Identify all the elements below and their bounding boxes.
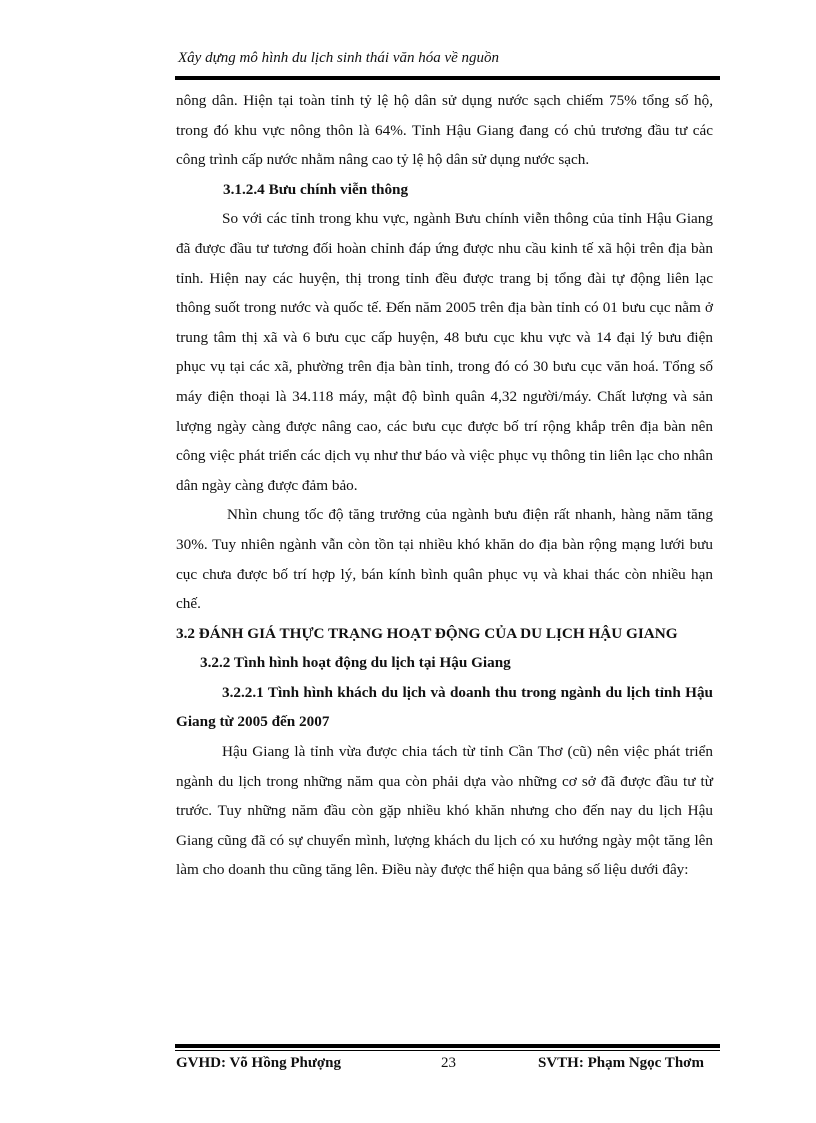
- paragraph-water: nông dân. Hiện tại toàn tỉnh tỷ lệ hộ dân sử dụng nước sạch chiếm 75% tổng số hộ, trong đó khu vực nông thôn là 64%. Tỉnh Hậu Giang đang có chủ trương đầu tư các công trình cấp nước nhằm nâng cao tỷ lệ hộ dân sử dụng nước sạch.: [176, 92, 713, 169]
- heading-3-2-2-1: 3.2.2.1 Tình hình khách du lịch và doanh thu trong ngành du lịch tỉnh Hậu Giang từ 2005 đến 2007: [176, 683, 713, 731]
- page-body: [176, 86, 713, 885]
- page-number: 23: [441, 1055, 456, 1071]
- header-rule: [175, 76, 720, 80]
- paragraph-tourism: Hậu Giang là tỉnh vừa được chia tách từ tỉnh Cần Thơ (cũ) nên việc phát triển ngành du lịch trong những năm qua còn phải dựa vào những cơ sở đã được đầu tư từ trước. Tuy những năm đầu còn gặp nhiều khó khăn nhưng cho đến nay du lịch Hậu Giang cũng đã có sự chuyển mình, lượng khách du lịch có xu hướng ngày một tăng lên làm cho doanh thu cũng tăng lên. Điều này được thể hiện qua bảng số liệu dưới đây:: [176, 743, 713, 879]
- footer-advisor: GVHD: Võ Hồng Phượng: [176, 1055, 341, 1071]
- paragraph-growth: Nhìn chung tốc độ tăng trưởng của ngành bưu điện rất nhanh, hàng năm tăng 30%. Tuy nhiên ngành vẫn còn tồn tại nhiều khó khăn do địa bàn rộng mạng lưới bưu cục chưa được bố trí hợp lý, bán kính bình quân phục vụ và khai thác còn nhiều hạn chế.: [176, 506, 713, 613]
- footer-rule: [175, 1044, 720, 1048]
- heading-3-2-2: 3.2.2 Tình hình hoạt động du lịch tại Hậu Giang: [200, 654, 511, 672]
- footer-student: SVTH: Phạm Ngọc Thơm: [538, 1055, 704, 1071]
- heading-3-2: 3.2 ĐÁNH GIÁ THỰC TRẠNG HOẠT ĐỘNG CỦA DU LỊCH HẬU GIANG: [176, 624, 678, 642]
- footer-rule-thin: [175, 1050, 720, 1051]
- paragraph-telecom: So với các tỉnh trong khu vực, ngành Bưu chính viễn thông của tỉnh Hậu Giang đã được đầu tư tương đối hoàn chỉnh đáp ứng được nhu cầu kinh tế xã hội trên địa bàn tỉnh. Hiện nay các huyện, thị trong tỉnh đều được trang bị tổng đài tự động liên lạc thông suốt trong nước và quốc tế. Đến năm 2005 trên địa bàn tỉnh có 01 bưu cục nằm ở trung tâm thị xã và 6 bưu cục cấp huyện, 48 bưu cục khu vực và 14 đại lý bưu điện phục vụ tại các xã, phường trên địa bàn tỉnh, trong đó có 30 bưu cục văn hoá. Tổng số máy điện thoại là 34.118 máy, mật độ bình quân 4,32 người/máy. Chất lượng và sản lượng ngày càng được nâng cao, các bưu cục được bố trí rộng khắp trên địa bàn nên công việc phát triển các dịch vụ như thư báo và việc phục vụ thông tin liên lạc cho nhân dân ngày càng được đảm bảo.: [176, 210, 713, 494]
- running-header: Xây dựng mô hình du lịch sinh thái văn hóa về nguồn: [178, 50, 500, 66]
- heading-3-1-2-4: 3.1.2.4 Bưu chính viễn thông: [223, 180, 409, 198]
